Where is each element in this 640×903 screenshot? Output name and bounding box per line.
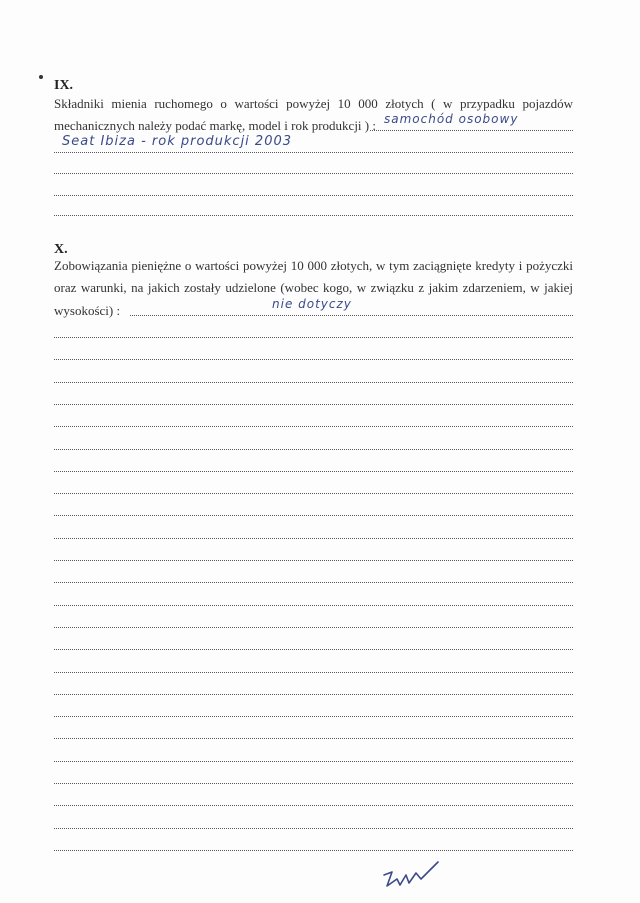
answer-dotline	[54, 694, 573, 695]
answer-dotline	[54, 426, 573, 427]
margin-dot	[39, 75, 43, 79]
section-ix-number: IX.	[54, 78, 74, 93]
handwritten-answer-vehicle-model: Seat Ibiza - rok produkcji 2003	[62, 134, 293, 149]
answer-dotline	[370, 130, 573, 131]
answer-dotline	[54, 672, 573, 673]
answer-dotline	[54, 828, 573, 829]
answer-dotline	[54, 382, 573, 383]
section-x-text-line1: Zobowiązania pieniężne o wartości powyżej 10 000 złotych, w tym zaciągnięte kredyty i pożyczki	[54, 258, 573, 273]
answer-dotline	[54, 605, 573, 606]
answer-dotline	[54, 359, 573, 360]
answer-dotline	[54, 582, 573, 583]
answer-dotline	[54, 195, 573, 196]
answer-dotline	[54, 761, 573, 762]
answer-dotline	[54, 471, 573, 472]
handwritten-answer-not-applicable: nie dotyczy	[272, 297, 352, 311]
answer-dotline	[130, 315, 573, 316]
handwritten-answer-vehicle-type: samochód osobowy	[384, 112, 519, 126]
section-ix-text-line2: mechanicznych należy podać markę, model i rok produkcji ) :	[54, 118, 376, 133]
answer-dotline	[54, 215, 573, 216]
answer-dotline	[54, 449, 573, 450]
answer-dotline	[54, 649, 573, 650]
answer-dotline	[54, 716, 573, 717]
answer-dotline	[54, 805, 573, 806]
answer-dotline	[54, 627, 573, 628]
section-x-text-line3: wysokości) :	[54, 303, 121, 318]
section-x-number: X.	[54, 242, 68, 257]
answer-dotline	[54, 783, 573, 784]
answer-dotline	[54, 850, 573, 851]
answer-dotline	[54, 493, 573, 494]
answer-dotline	[54, 515, 573, 516]
answer-dotline	[54, 404, 573, 405]
answer-dotline	[54, 173, 573, 174]
answer-dotline	[54, 738, 573, 739]
section-x-text-line2: oraz warunki, na jakich zostały udzielone (wobec kogo, w związku z jakim zdarzeniem, w jakiej	[54, 280, 573, 295]
answer-dotline	[54, 337, 573, 338]
answer-dotline	[54, 560, 573, 561]
answer-dotline	[54, 538, 573, 539]
signature-mark	[380, 855, 450, 893]
answer-dotline	[54, 152, 573, 153]
section-ix-text-line1: Składniki mienia ruchomego o wartości powyżej 10 000 złotych ( w przypadku pojazdów	[54, 96, 573, 111]
